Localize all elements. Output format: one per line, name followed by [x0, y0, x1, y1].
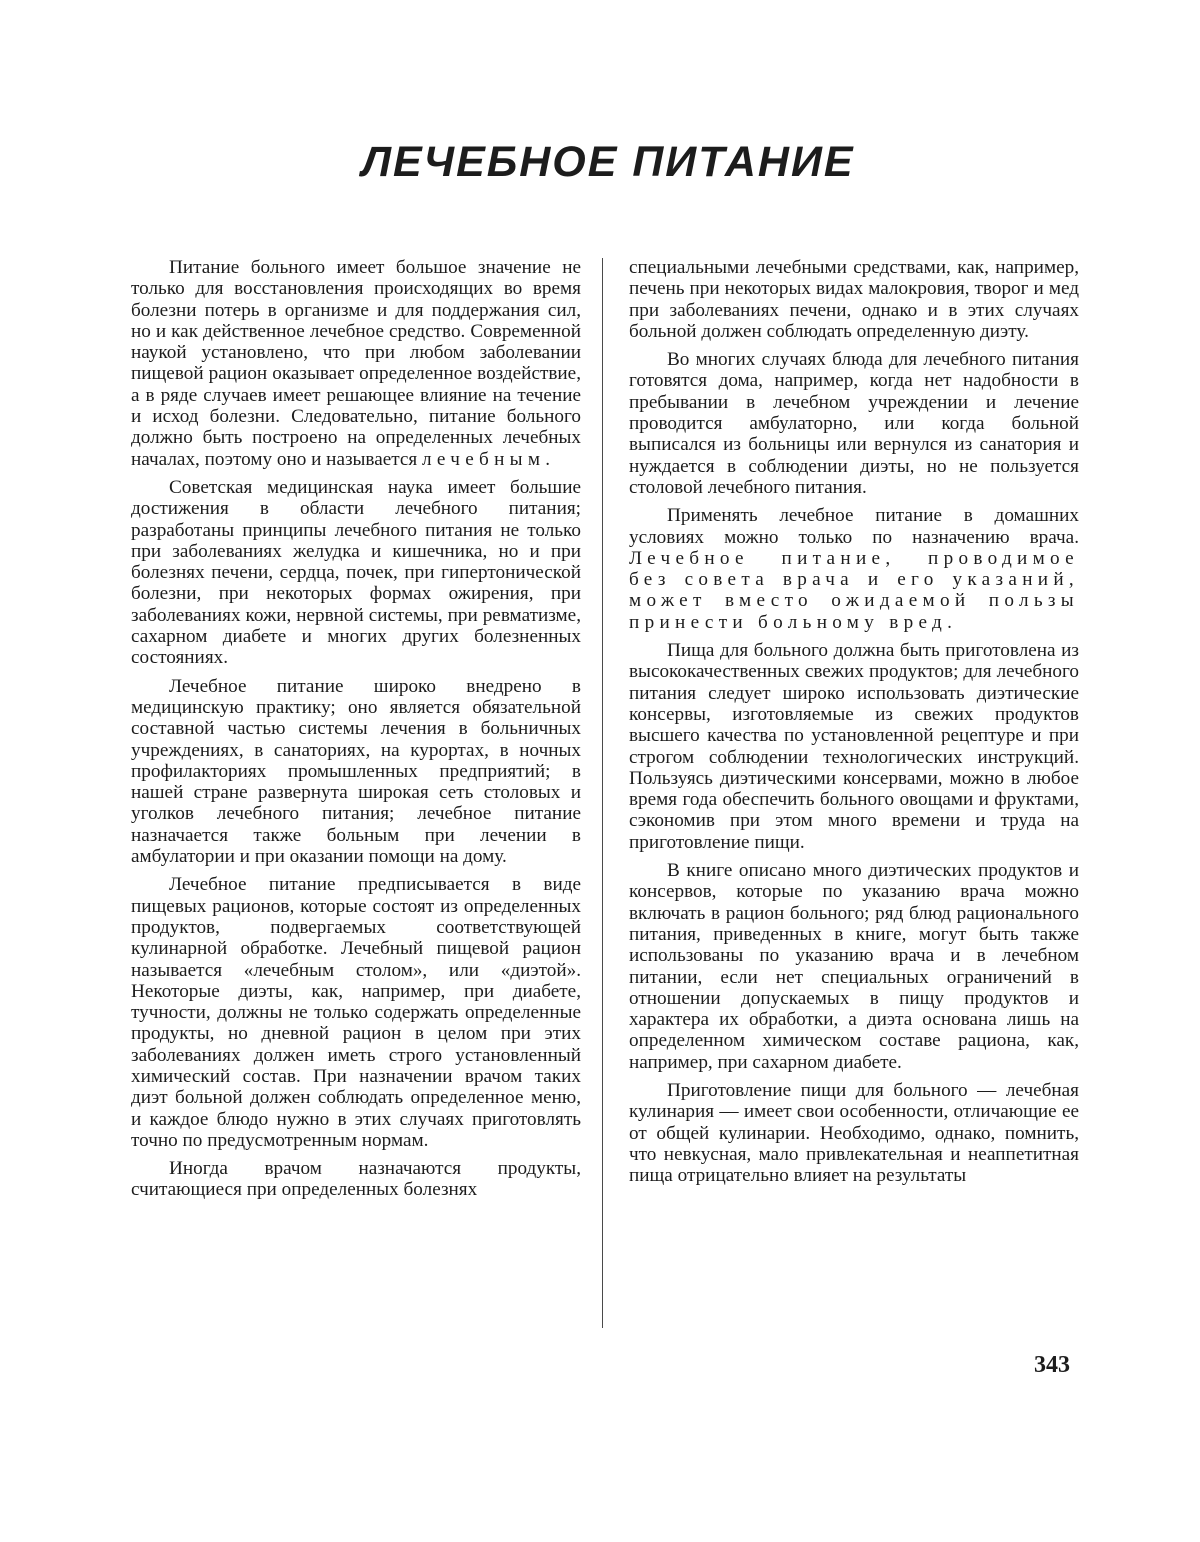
paragraph: Лечебное питание широко внедрено в медицинскую практику; оно является обязательной составной частью системы лечения в больничных учреждениях, в санаториях, на курортах, в ночных профилакториях промышленных предприятий; в нашей стране развернута широкая сеть столовых и уголков лечебного питания; лечебное питание назначается также больным при лечении в амбулатории и при оказании помощи на дому.	[131, 676, 581, 868]
paragraph	[131, 257, 581, 470]
column-divider	[602, 258, 603, 1328]
paragraph: Лечебное питание предписывается в виде пищевых рационов, которые состоят из определенных продуктов, подвергаемых соответствующей кулинарной обработке. Лечебный пищевой рацион называется «лечебным столом», или «диэтой». Некоторые диэты, как, например, при диабете, тучности, должны не только содержать определенные продукты, но дневной рацион в целом при этих заболеваниях должен иметь строго установленный химический состав. При назначении врачом таких диэт больной должен соблюдать определенное меню, и каждое блюдо нужно в этих случаях приготовлять точно по предусмотренным нормам.	[131, 874, 581, 1151]
emphasized-text: Лечебное питание, проводимое без совета врача и его указаний, может вместо ожидаемой пользы принести больному вред.	[629, 548, 1079, 633]
paragraph	[629, 505, 1079, 633]
right-column	[629, 257, 1079, 1193]
paragraph: В книге описано много диэтических продуктов и консервов, которые по указанию врача можно включать в рацион больного; ряд блюд рационального питания, приведенных в книге, могут быть также использованы по указанию врача и в лечебном питании, если нет специальных ограничений в отношении допускаемых в пищу продуктов и характера их обработки, а диэта основана лишь на определенном химическом составе рациона, как, например, при сахарном диабете.	[629, 860, 1079, 1073]
emphasized-text: лечебным	[422, 449, 545, 470]
paragraph-text: Питание больного имеет большое значение не только для восстановления происходящих во время болезни потерь в организме и для поддержания сил, но и как действенное лечебное средство. Современной наукой установлено, что при любом заболевании пищевой рацион оказывает определенное воздействие, а в ряде случаев имеет решающее влияние на течение и исход болезни. Следовательно, питание больного должно быть построено на определенных лечебных началах, поэтому оно и называется	[131, 257, 581, 470]
page-number: 343	[1000, 1352, 1070, 1379]
paragraph: Приготовление пищи для больного — лечебная кулинария — имеет свои особенности, отличающие ее от общей кулинарии. Необходимо, однако, помнить, что невкусная, мало привлекательная и неаппетитная пища отрицательно влияет на результаты	[629, 1080, 1079, 1186]
paragraph-text: .	[545, 449, 550, 470]
paragraph: Во многих случаях блюда для лечебного питания готовятся дома, например, когда нет надобности в пребывании в лечебном учреждении и лечение проводится амбулаторно, или когда больной выписался из больницы или вернулся из санатория и нуждается в соблюдении диэты, но не пользуется столовой лечебного питания.	[629, 349, 1079, 498]
paragraph: специальными лечебными средствами, как, например, печень при некоторых видах малокровия, творог и мед при заболеваниях печени, однако и в этих случаях больной должен соблюдать определенную диэту.	[629, 257, 1079, 342]
paragraph: Советская медицинская наука имеет большие достижения в области лечебного питания; разработаны принципы лечебного питания не только при заболеваниях желудка и кишечника, но и при болезнях печени, сердца, почек, при гипертонической болезни, при некоторых формах ожирения, при заболеваниях кожи, нервной системы, при ревматизме, сахарном диабете и многих других болезненных состояниях.	[131, 477, 581, 669]
page-title: ЛЕЧЕБНОЕ ПИТАНИЕ	[0, 136, 1200, 188]
paragraph: Иногда врачом назначаются продукты, считающиеся при определенных болезнях	[131, 1158, 581, 1201]
paragraph: Пища для больного должна быть приготовлена из высококачественных свежих продуктов; для лечебного питания следует широко использовать диэтические консервы, изготовляемые из свежих продуктов высшего качества по установленной рецептуре и при строгом соблюдении технологических инструкций. Пользуясь диэтическими консервами, можно в любое время года обеспечить больного овощами и фруктами, сэкономив при этом много времени и труда на приготовление пищи.	[629, 640, 1079, 853]
left-column	[131, 257, 581, 1208]
paragraph-text: Применять лечебное питание в домашних условиях можно только по назначению врача.	[629, 505, 1079, 547]
